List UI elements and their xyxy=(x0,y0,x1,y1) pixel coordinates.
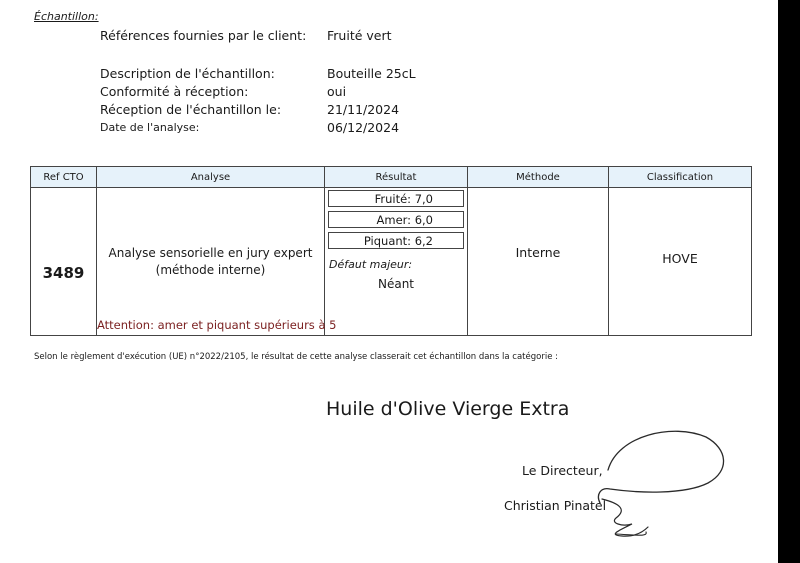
results-table xyxy=(30,166,752,336)
table-row xyxy=(31,188,752,336)
analyse-line-1: Analyse sensorielle en jury expert xyxy=(108,245,313,260)
defaut-majeur-value: Néant xyxy=(377,277,415,291)
signatory-role: Le Directeur, xyxy=(522,463,603,478)
result-fruite: Fruité: 7,0 xyxy=(328,190,464,207)
defaut-majeur-label: Défaut majeur: xyxy=(329,258,413,271)
analyse-cell xyxy=(97,188,325,336)
result-piquant: Piquant: 6,2 xyxy=(328,232,464,249)
analysis-date-value: 06/12/2024 xyxy=(327,120,400,135)
oil-category: Huile d'Olive Vierge Extra xyxy=(326,398,570,420)
header-methode: Méthode xyxy=(468,167,609,188)
analyse-line-2: (méthode interne) xyxy=(155,262,266,277)
header-classification: Classification xyxy=(609,167,752,188)
reception-date-value: 21/11/2024 xyxy=(327,102,400,117)
header-analyse: Analyse xyxy=(97,167,325,188)
header-resultat: Résultat xyxy=(325,167,468,188)
handwritten-signature xyxy=(588,423,738,548)
ref-cto-cell: 3489 xyxy=(31,188,97,336)
classification-cell: HOVE xyxy=(609,188,752,336)
sample-description-value: Bouteille 25cL xyxy=(327,66,416,81)
header-ref-cto: Ref CTO xyxy=(31,167,97,188)
conformity-value: oui xyxy=(327,84,347,99)
sample-description-label: Description de l'échantillon: xyxy=(100,66,275,81)
result-cell xyxy=(325,188,468,336)
reception-date-label: Réception de l'échantillon le: xyxy=(100,102,282,117)
regulation-statement: Selon le règlement d'exécution (UE) n°2022/2105, le résultat de cette analyse classerait cet échantillon dans la catégorie : xyxy=(34,352,558,362)
conformity-label: Conformité à réception: xyxy=(100,84,249,99)
result-amer: Amer: 6,0 xyxy=(328,211,464,228)
attention-note: Attention: amer et piquant supérieurs à 5 xyxy=(97,318,337,332)
section-title: Échantillon: xyxy=(34,10,99,23)
client-reference-label: Références fournies par le client: xyxy=(100,28,307,43)
right-edge-bar xyxy=(778,0,800,563)
methode-cell: Interne xyxy=(468,188,609,336)
table-header-row xyxy=(31,167,752,188)
analysis-date-label: Date de l'analyse: xyxy=(100,121,200,134)
signatory-name: Christian Pinatel xyxy=(504,498,607,513)
client-reference-value: Fruité vert xyxy=(327,28,392,43)
